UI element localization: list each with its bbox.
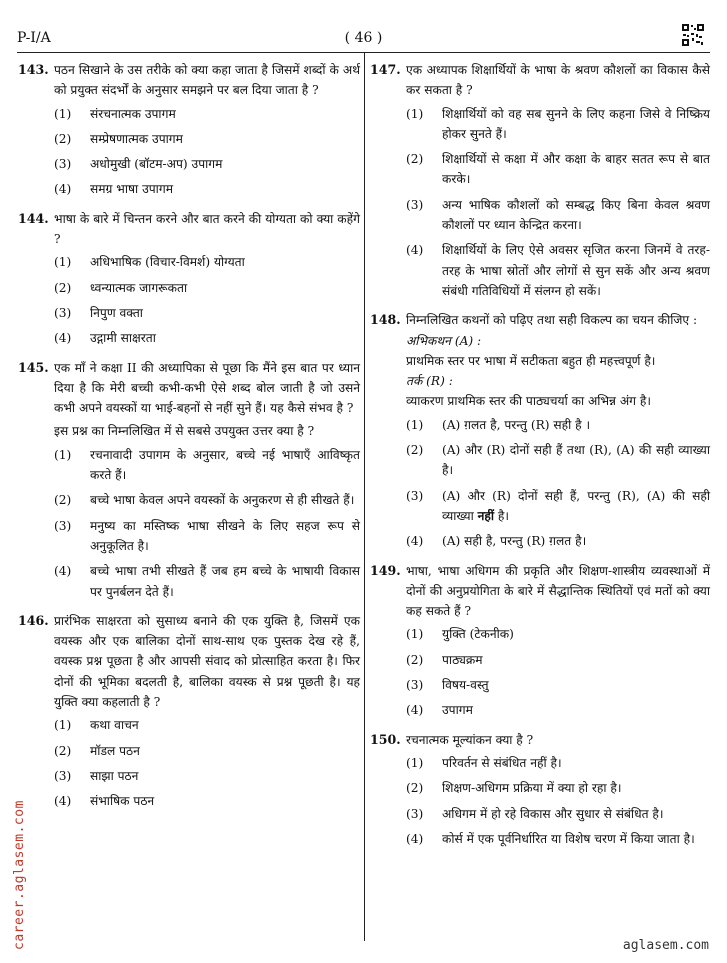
option-number: (2) — [406, 443, 424, 458]
options-list — [406, 624, 710, 720]
option[interactable] — [54, 791, 360, 811]
option-number: (2) — [54, 280, 72, 295]
option[interactable] — [406, 829, 710, 849]
options-list — [54, 104, 360, 200]
option[interactable] — [54, 179, 360, 199]
question-number: 147. — [370, 62, 401, 77]
option-text: अधिभाषिक (विचार-विमर्श) योग्यता — [90, 255, 245, 270]
option-number: (3) — [406, 488, 424, 503]
option-number: (3) — [54, 518, 72, 533]
question-subtext: इस प्रश्न का निम्नलिखित में से सबसे उपयुक्त उत्तर क्या है ? — [54, 424, 315, 439]
question-text: एक अध्यापक शिक्षार्थियों के भाषा के श्रवण कौशलों का विकास कैसे कर सकता है ? — [406, 63, 710, 98]
option-text: अधोमुखी (बॉटम-अप) उपागम — [90, 157, 223, 172]
question-147 — [370, 60, 710, 301]
option-number: (2) — [54, 493, 72, 508]
option-number: (1) — [54, 106, 72, 121]
option[interactable] — [406, 778, 710, 798]
option-number: (4) — [406, 534, 424, 549]
option-number: (4) — [54, 182, 72, 197]
question-text: एक माँ ने कक्षा II की अध्यापिका से पूछा कि मैंने इस बात पर ध्यान दिया है कि मेरी बच्ची कभी-कभी ऐसे शब्द बोल जाती है जो उसने कभी अपने वयस्कों या भाई-बहनों से नहीं सुने हैं। यह कैसे संभव है ? — [54, 360, 360, 416]
option-number: (2) — [406, 652, 424, 667]
right-column — [370, 60, 710, 858]
option[interactable] — [406, 804, 710, 824]
option-number: (3) — [54, 305, 72, 320]
option[interactable] — [54, 445, 360, 486]
option[interactable] — [54, 561, 360, 602]
option-number: (3) — [54, 157, 72, 172]
option-text: (A) और (R) दोनों सही हैं, परन्तु (R), (A) की सही व्याख्या — [442, 488, 710, 523]
option[interactable] — [54, 741, 360, 761]
option-text: ध्वन्यात्मक जागरूकता — [90, 280, 188, 295]
option[interactable] — [54, 278, 360, 298]
option-text: शिक्षार्थियों के लिए ऐसे अवसर सृजित करना जिनमें वे तरह-तरह के भाषा स्रोतों और लोगों से सुन सकें और अन्य श्रवण संबंधी गतिविधियों में संलग्न हो सकें। — [442, 243, 710, 298]
option[interactable] — [406, 486, 710, 527]
question-number: 145. — [18, 359, 49, 375]
option[interactable] — [54, 154, 360, 174]
option-number: (3) — [406, 806, 424, 821]
option-number: (3) — [406, 678, 424, 693]
option-text: विषय-वस्तु — [442, 678, 489, 693]
watermark-left: career.aglasem.com — [12, 800, 27, 950]
question-text: भाषा के बारे में चिन्तन करने और बात करने की योग्यता को क्या कहेंगे ? — [54, 211, 360, 247]
option[interactable] — [54, 328, 360, 348]
option-text: अधिगम में हो रहे विकास और सुधार से संबंधित है। — [442, 806, 664, 821]
option-text: साझा पठन — [90, 768, 139, 783]
option-number: (1) — [406, 417, 424, 432]
question-text: भाषा, भाषा अधिगम की प्रकृति और शिक्षण-शास्त्रीय व्यवस्थाओं में दोनों की अनुप्रयोगिता के बारे में सैद्धान्तिक स्थितियों एवं मतों को क्या कह सकते हैं ? — [406, 563, 710, 619]
reason-text: व्याकरण प्राथमिक स्तर की पाठ्यचर्या का अभिन्न अंग है। — [406, 394, 651, 409]
option[interactable] — [406, 700, 710, 720]
question-number: 149. — [370, 562, 401, 578]
option[interactable] — [54, 766, 360, 786]
option-number: (2) — [406, 781, 424, 796]
option-number: (1) — [406, 106, 424, 121]
option-number: (4) — [54, 794, 72, 809]
option-number: (4) — [406, 831, 424, 846]
option[interactable] — [54, 129, 360, 149]
question-149 — [370, 561, 710, 721]
option[interactable] — [406, 650, 710, 670]
option-text: कथा वाचन — [90, 718, 139, 733]
options-list — [54, 445, 360, 602]
reason-label: तर्क (R) : — [406, 374, 453, 389]
option-text: मनुष्य का मस्तिष्क भाषा सीखने के लिए सहज रूप से अनुकूलित है। — [90, 518, 360, 553]
option-text: (A) सही है, परन्तु (R) ग़लत है। — [442, 534, 587, 549]
question-145 — [18, 358, 360, 602]
question-number: 144. — [18, 210, 49, 226]
option-number: (4) — [406, 703, 424, 718]
option-number: (4) — [54, 331, 72, 346]
option[interactable] — [406, 675, 710, 695]
option-number: (2) — [54, 743, 72, 758]
option-text: उपागम — [442, 703, 473, 718]
option-number: (1) — [406, 755, 424, 770]
option-number: (3) — [54, 768, 72, 783]
option-text: शिक्षार्थियों से कक्षा में और कक्षा के बाहर सतत रूप से बात करके। — [442, 152, 710, 187]
question-148 — [370, 310, 710, 551]
option-text: (A) ग़लत है, परन्तु (R) सही है । — [442, 417, 591, 432]
options-list — [406, 415, 710, 552]
option-text: परिवर्तन से संबंधित नहीं है। — [442, 755, 562, 770]
column-divider — [364, 53, 365, 941]
option-text: पाठ्यक्रम — [442, 652, 483, 667]
option-text: युक्ति (टेकनीक) — [442, 627, 514, 642]
paper-code: P-I/A — [17, 30, 51, 46]
question-text: निम्नलिखित कथनों को पढ़िए तथा सही विकल्प का चयन कीजिए : — [406, 313, 698, 328]
option-text: संभाषिक पठन — [90, 794, 155, 809]
option-text: शिक्षार्थियों को वह सब सुनने के लिए कहना जिसे वे निष्क्रिय होकर सुनते हैं। — [442, 106, 710, 141]
option-text: मॉडल पठन — [90, 743, 140, 758]
option-number: (1) — [54, 718, 72, 733]
question-150 — [370, 730, 710, 849]
options-list — [54, 715, 360, 811]
option[interactable] — [54, 490, 360, 510]
option-text: (A) और (R) दोनों सही हैं तथा (R), (A) की सही व्याख्या है। — [442, 443, 710, 478]
option-number: (1) — [54, 447, 72, 462]
option[interactable] — [406, 240, 710, 301]
option[interactable] — [406, 149, 710, 190]
question-143 — [18, 60, 360, 200]
option-text: सम्प्रेषणात्मक उपागम — [90, 131, 183, 146]
option[interactable] — [54, 252, 360, 272]
option[interactable] — [54, 715, 360, 735]
question-146 — [18, 611, 360, 812]
question-text: रचनात्मक मूल्यांकन क्या है ? — [406, 732, 534, 747]
option-text: कोर्स में एक पूर्वनिर्धारित या विशेष चरण में किया जाता है। — [442, 831, 695, 846]
option-text: संरचनात्मक उपागम — [90, 106, 176, 121]
question-number: 146. — [18, 612, 49, 628]
option-text-end: है। — [497, 508, 509, 523]
options-list — [54, 252, 360, 348]
question-number: 143. — [18, 62, 49, 77]
option-number: (4) — [406, 243, 424, 258]
option-number: (2) — [54, 131, 72, 146]
option-number: (1) — [54, 255, 72, 270]
option[interactable] — [406, 104, 710, 145]
question-number: 150. — [370, 731, 401, 747]
question-144 — [18, 209, 360, 349]
question-text: प्रारंभिक साक्षरता को सुसाध्य बनाने की एक युक्ति है, जिसमें एक वयस्क और एक बालिका दोनों साथ-साथ एक पुस्तक देख रहे हैं, वयस्क प्रश्न पूछता है और आपसी संवाद को प्रोत्साहित करता है। फिर दोनों की भूमिका बदलती है, बालिका वयस्क से प्रश्न पूछती है। यह युक्ति क्या कहलाती है ? — [54, 613, 360, 710]
emphasis-not: नहीं — [477, 508, 495, 523]
option-text: रचनावादी उपागम के अनुसार, बच्चे नई भाषाएँ आविष्कृत करते हैं। — [90, 447, 360, 483]
option[interactable] — [406, 440, 710, 481]
option[interactable] — [406, 624, 710, 644]
left-column — [18, 60, 360, 821]
option-text: बच्चे भाषा केवल अपने वयस्कों के अनुकरण से ही सीखते हैं। — [90, 493, 355, 508]
page-header — [17, 30, 710, 50]
option[interactable] — [54, 104, 360, 124]
question-text: पठन सिखाने के उस तरीके को क्या कहा जाता है जिसमें शब्दों के अर्थ को प्रयुक्त संदर्भों के अनुसार समझने पर बल दिया जाता है ? — [54, 63, 360, 98]
option-number: (3) — [406, 197, 424, 212]
question-number: 148. — [370, 312, 401, 328]
option-text: अन्य भाषिक कौशलों को सम्बद्ध किए बिना केवल श्रवण कौशलों पर ध्यान केन्द्रित करना। — [442, 197, 710, 233]
option[interactable] — [54, 303, 360, 323]
options-list — [406, 104, 710, 302]
option-text: शिक्षण-अधिगम प्रक्रिया में क्या हो रहा है। — [442, 781, 622, 796]
option[interactable] — [406, 531, 710, 551]
watermark-right: aglasem.com — [622, 938, 709, 953]
option-text: निपुण वक्ता — [90, 305, 143, 320]
option[interactable] — [406, 195, 710, 236]
option[interactable] — [406, 415, 710, 435]
option-number: (1) — [406, 627, 424, 642]
option[interactable] — [406, 753, 710, 773]
option-text: उद्गामी साक्षरता — [90, 331, 156, 346]
option-number: (2) — [406, 152, 424, 167]
option-text: समग्र भाषा उपागम — [90, 182, 173, 197]
option-number: (4) — [54, 564, 72, 579]
options-list — [406, 753, 710, 849]
qr-code-icon — [682, 24, 704, 46]
page-number: ( 46 ) — [344, 30, 383, 46]
option[interactable] — [54, 516, 360, 557]
assertion-label: अभिकथन (A) : — [406, 333, 482, 348]
assertion-text: प्राथमिक स्तर पर भाषा में सटीकता बहुत ही महत्त्वपूर्ण है। — [406, 353, 656, 368]
option-text: बच्चे भाषा तभी सीखते हैं जब हम बच्चे के भाषायी विकास पर पुनर्बलन देते हैं। — [90, 564, 360, 599]
